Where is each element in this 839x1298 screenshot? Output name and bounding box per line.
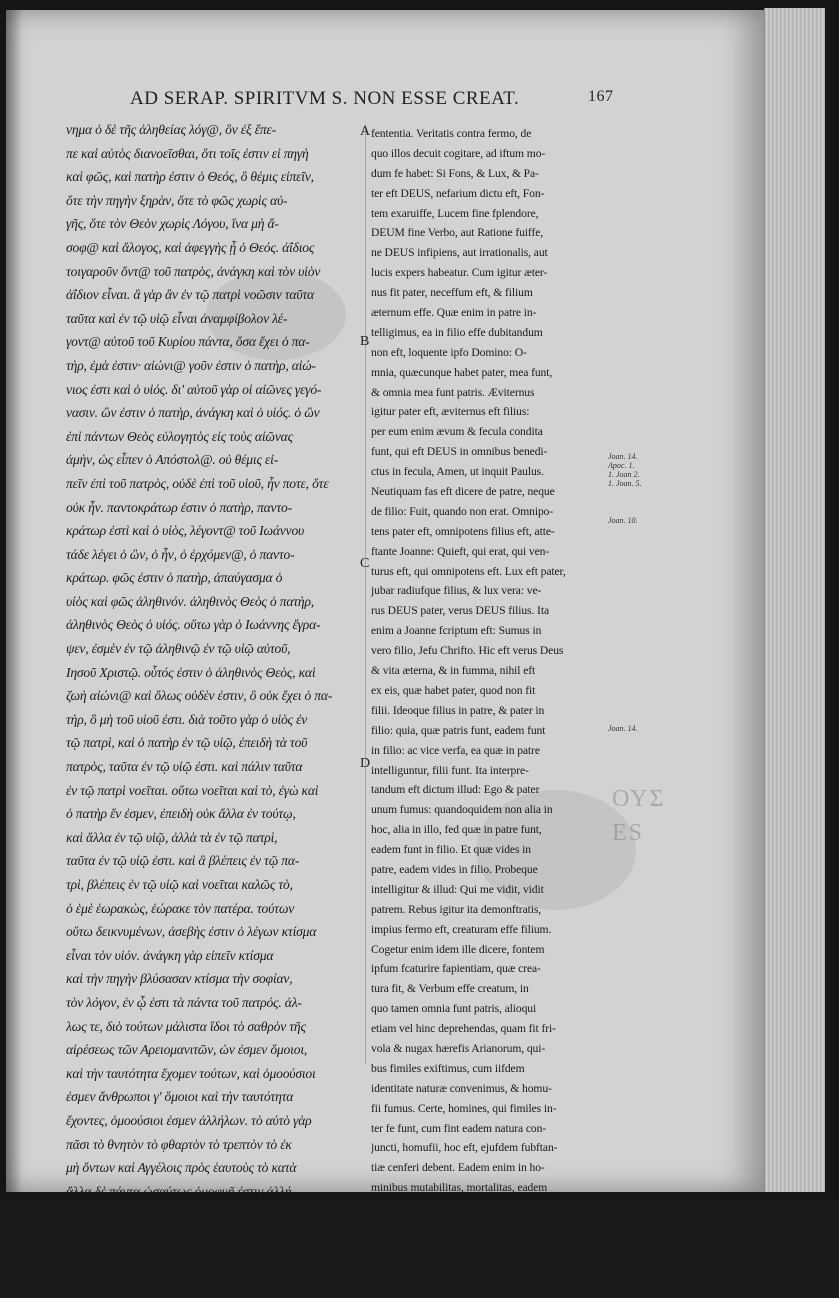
- latin-text-line: fii fumus. Certe, homines, qui fimiles in-: [371, 1101, 557, 1115]
- latin-text-line: filii. Ideoque filius in patre, & pater in: [371, 703, 545, 717]
- latin-text-line: filio: quia, quæ patris funt, eadem funt: [371, 723, 546, 737]
- latin-text-line: ex eis, quæ habet pater, quod non fit: [371, 683, 536, 697]
- greek-text-line: ταῦτα ἐν τῷ υἱῷ ἐστι. καὶ ἃ βλέπεις ἐν τῷ πα-: [66, 853, 300, 869]
- greek-text-line: καὶ ἄλλα ἐν τῷ υἱῷ, ἀλλὰ τὰ ἐν τῷ πατρὶ,: [66, 829, 278, 845]
- page-header: [110, 88, 630, 118]
- greek-text-line: τῷ πατρὶ, καὶ ὁ πατὴρ ἐν τῷ υἱῷ, ἐπειδὴ τὰ τοῦ: [66, 735, 308, 751]
- greek-text-line: λως τε, διὸ τούτων μάλιστα ἴδοι τὸ σαθρὸν τῆς: [66, 1018, 306, 1034]
- latin-text-line: vero filio, Jefu Chrifto. Hic eft verus Deus: [371, 644, 564, 658]
- greek-text-line: τάδε λέγει ὁ ὢν, ὁ ἦν, ὁ ἐρχόμεν@, ὁ παντο-: [66, 546, 295, 562]
- greek-text-line: καὶ φῶς, καὶ πατὴρ ἐστιν ὁ Θεός, ὃ θέμις εἰπεῖν,: [66, 169, 314, 185]
- latin-text-line: etiam vel hinc deprehendas, quam fit fri-: [371, 1022, 556, 1036]
- page-edges: [764, 8, 825, 1192]
- latin-text-line: tiæ cenferi debent. Eadem enim in ho-: [371, 1161, 545, 1175]
- latin-text-line: hoc, alia in illo, fed quæ in patre funt,: [371, 823, 542, 837]
- latin-text-line: bus fimiles exiftimus, cum iifdem: [371, 1061, 525, 1075]
- greek-text-line: ἀληθινὸς Θεὸς ὁ υἱός. οὕτω γὰρ ὁ Ιωάννης ἔγρα-: [66, 617, 321, 633]
- latin-text-line: tandum eft dictum illud: Ego & pater: [371, 783, 540, 797]
- latin-text-line: intelliguntur, filii funt. Ita interpre-: [371, 763, 529, 777]
- latin-text-line: DEUM fine Verbo, aut Ratione fuiffe,: [371, 226, 544, 240]
- latin-text-column: [371, 124, 607, 1298]
- greek-text-line: ἐν τῷ πατρὶ νοεῖται. οὕτω νοεῖται καὶ τὸ, ἐγὼ καὶ: [66, 782, 319, 798]
- latin-text-line: impius fermo eft, creaturam effe filium.: [371, 922, 552, 936]
- latin-text-line: unum fumus: quandoquidem non alia in: [371, 803, 553, 817]
- latin-text-line: Quapropter, fi interrogent curiofi ifti, an: [371, 1260, 553, 1274]
- greek-text-column: [66, 118, 362, 1251]
- latin-text-line: Cogetur enim idem ille dicere, fontem: [371, 942, 545, 956]
- greek-text-line: τὸν λόγον, ἐν ᾧ ἐστι τὰ πάντα τοῦ πατρός. ἀλ-: [66, 994, 302, 1010]
- latin-text-line: enim a Joanne fcriptum eft: Sumus in: [371, 624, 542, 638]
- latin-text-line: identitate naturæ convenimus, & homu-: [371, 1081, 552, 1095]
- greek-text-line: ἐπὶ πάντων Θεὸς εὐλογητὸς εἰς τοὺς αἰῶνας: [66, 428, 293, 444]
- latin-text-line: jubar radiufque filius, & lux vera: ve-: [371, 584, 542, 598]
- greek-text-line: τὴρ, ὃ μὴ τοῦ υἱοῦ ἐστι. διὰ τοῦτο γὰρ ὁ υἱὸς ἐν: [66, 711, 308, 727]
- running-title: AD SERAP. SPIRITVM S. NON ESSE CREAT.: [130, 88, 520, 109]
- greek-text-line: τρὶ, βλέπεις ἐν τῷ υἱῷ καὶ νοεῖται καλῶς τὸ,: [66, 877, 293, 892]
- latin-text-line: non eft, loquente ipfo Domino: O-: [371, 345, 527, 359]
- margin-note-joan-14: Joan. 14.: [608, 724, 638, 733]
- greek-text-line: πεῖν ἐπὶ τοῦ πατρὸς, οὐδὲ ἐπὶ τοῦ υἱοῦ, ἦν ποτε, ὅτε: [66, 475, 329, 491]
- latin-text-line: dum fe habet: Si Fons, & Lux, & Pa-: [371, 166, 539, 180]
- latin-text-line: ctus in fecula, Amen, ut inquit Paulus.: [371, 465, 544, 479]
- latin-text-line: rus DEUS pater, verus DEUS filius. Ita: [371, 604, 549, 618]
- greek-text-line: σοφ@ καὶ ἄλογος, καὶ ἀφεγγὴς ᾖ ὁ Θεός. ἀΐδιος: [66, 239, 315, 255]
- latin-text-line: æternum effe. Quæ enim in patre in-: [371, 306, 537, 320]
- latin-text-line: patre, eadem vides in filio. Probeque: [371, 862, 538, 876]
- margin-note-joan-10: Joan. 10.: [608, 516, 638, 525]
- page-gutter-shadow: [6, 10, 22, 1192]
- greek-text-line: ὅτε τὴν πηγὴν ξηρὰν, ὅτε τὸ φῶς χωρὶς αὐ-: [66, 192, 288, 208]
- latin-text-line: & omnia mea funt patris. Æviternus: [371, 385, 535, 399]
- latin-text-line: tens pater eft, omnipotens filius eft, atte-: [371, 524, 555, 538]
- greek-text-line: νασιν. ὢν ἐστιν ὁ πατὴρ, ἀνάγκη καὶ ὁ υἱός. ὁ ὢν: [66, 405, 320, 421]
- greek-text-line: ἔχοντες, ὁμοούσιοι ἐσμεν ἀλλήλων. τὸ αὐτὸ γὰρ: [66, 1112, 312, 1128]
- section-letter-a: A: [360, 124, 371, 139]
- greek-text-line: πε καὶ αὐτὸς διανοεῖσθαι, ὅτι τοῖς ἐστιν εἰ πηγὴ: [66, 145, 309, 161]
- latin-text-line: telligimus, ea in filio effe dubitandum: [371, 325, 543, 339]
- show-through-line: ES: [612, 820, 645, 846]
- greek-text-line: ζωὴ αἰώνι@ καὶ ὅλως οὐδὲν ἐστιν, ὃ οὐκ ἔχει ὁ πα-: [66, 688, 333, 704]
- latin-text-line: patrem. Rebus igitur ita demonftratis,: [371, 902, 542, 916]
- latin-text-line: ipfum fcaturire fapientiam, quæ crea-: [371, 962, 541, 976]
- latin-text-line: quo illos decuit cogitare, ad iftum mo-: [371, 146, 546, 160]
- greek-text-line: πατρὸς, ταῦτα ἐν τῷ υἱῷ ἐστι. καὶ πάλιν ταῦτα: [66, 759, 303, 775]
- greek-text-line: πᾶσι τὸ θνητὸν τὸ φθαρτὸν τὸ τρεπτὸν τὸ ἐκ: [66, 1136, 292, 1152]
- latin-text-line: origo, qua ex nihilo prodierunt. Angeli: [371, 1201, 546, 1215]
- latin-text-line: Neutiquam fas eft dicere de patre, neque: [371, 485, 555, 499]
- greek-text-line: αἱρέσεως τῶν Αρειομανιτῶν, ὡν ἐσμεν ὅμοιοι,: [66, 1042, 308, 1058]
- latin-text-line: per eum enim ævum & fecula condita: [371, 425, 543, 439]
- latin-text-line: mnia, quæcunque habet pater, mea funt,: [371, 365, 553, 379]
- latin-text-line: igitur pater eft, æviternus eft filius:: [371, 405, 530, 419]
- latin-text-line: lucis expers habeatur. Cum igitur æter-: [371, 266, 548, 280]
- greek-text-line: ἀμὴν, ὡς εἶπεν ὁ Απόστολ@. οὐ θέμις εἰ-: [66, 452, 279, 468]
- greek-text-line: ἐστί τις ὁμοιότης πρὸς τὸν υἱὸν τοῖς κτίσμασιν: [66, 1230, 304, 1246]
- greek-text-line: εἶναι τὸν υἱόν. ἀνάγκη γὰρ εἰπεῖν κτίσμα: [66, 947, 274, 963]
- greek-text-line: γοντ@ αὐτοῦ τοῦ Κυρίου πάντα, ὅσα ἔχει ὁ πα-: [66, 334, 310, 350]
- latin-text-line: ftante Joanne: Quieft, qui erat, qui ven-: [371, 544, 550, 558]
- latin-text-line: intelligitur & illud: Qui me vidit, vidit: [371, 882, 544, 896]
- margin-note-joan-14-apoc: Joan. 14. Apoc. 1. 1. Joan 2. 1. Joan. 5.: [608, 452, 642, 488]
- latin-text-line: omnia cognata funt, & ejufdem naturæ.: [371, 1240, 550, 1254]
- latin-text-line: ter eft DEUS, nefarium dictu eft, Fon-: [371, 186, 545, 200]
- greek-text-line: ὁ ἑμὲ ἑωρακὼς, ἑώρακε τὸν πατέρα. τούτων: [66, 900, 295, 916]
- latin-text-line: funt, qui eft DEUS in omnibus benedi-: [371, 445, 548, 459]
- show-through-line: ΟΥΣ: [612, 786, 666, 812]
- show-through-text: [612, 782, 665, 850]
- latin-text-line: fit filio aliqua fimilitudo cum rebus crea-: [371, 1280, 557, 1294]
- latin-text-line: turus eft, qui omnipotens eft. Lux eft pater,: [371, 564, 566, 578]
- latin-text-line: quoque inter fe generis ratione, & cætera: [371, 1220, 557, 1234]
- greek-text-line: ἄλλα δὲ πάντα ὡσαύτως ὁμοφυῆ ἐστιν ἀλλή-: [66, 1183, 296, 1199]
- greek-text-line: καὶ τὴν ταυτότητα ἔχομεν τούτων, καὶ ὁμοούσιοι: [66, 1065, 316, 1081]
- latin-text-line: tura fit, & Verbum effe creatum, in: [371, 982, 529, 996]
- greek-text-line: κράτωρ. φῶς ἐστιν ὁ πατὴρ, ἀπαύγασμα ὁ: [66, 570, 283, 586]
- section-letter-b: B: [360, 334, 370, 349]
- latin-text-line: vola & nugax hærefis Arianorum, qui-: [371, 1041, 546, 1055]
- latin-text-line: ne DEUS infipiens, aut irrationalis, aut: [371, 246, 548, 260]
- latin-text-line: nus fit pater, neceffum eft, & filium: [371, 286, 533, 300]
- latin-text-line: eadem funt in filio. Et quæ vides in: [371, 843, 531, 857]
- greek-text-line: κράτωρ ἐστὶ καὶ ὁ υἱὸς, λέγοντ@ τοῦ Ιωάννου: [66, 523, 305, 539]
- latin-text-line: quo tamen omnia funt patris, alioqui: [371, 1002, 537, 1016]
- greek-text-line: τὴρ, ἐμὰ ἐστιν· αἰώνι@ γοῦν ἐστιν ὁ πατὴρ, αἰώ-: [66, 357, 316, 373]
- latin-text-line: fententia. Veritatis contra fermo, de: [371, 127, 532, 140]
- greek-text-line: Ιησοῦ Χριστῷ. οὗτός ἐστιν ὁ ἀληθινὸς Θεὸς, καὶ: [66, 664, 316, 680]
- page-number: 167: [588, 88, 614, 105]
- section-letter-c: C: [360, 556, 370, 571]
- greek-text-line: ταῦτα καὶ ἐν τῷ υἱῷ εἶναι ἀναμφίβολον λέ-: [66, 310, 288, 326]
- column-divider: [365, 124, 366, 1064]
- latin-text-line: tem exaruiffe, Lucem fine fplendore,: [371, 206, 539, 220]
- greek-text-line: νιος ἐστι καὶ ὁ υἱός. δι' αὐτοῦ γὰρ οἱ αἰῶνες γεγό-: [66, 381, 322, 397]
- greek-text-line: ἀΐδιον εἶναι. ἃ γὰρ ἂν ἐν τῷ πατρὶ νοῶσιν ταῦτα: [66, 287, 314, 303]
- greek-text-line: μὴ ὄντων καὶ Αγγέλοις πρὸς ἑαυτοὺς τὸ κατὰ: [66, 1160, 297, 1176]
- section-letter-d: D: [360, 756, 371, 771]
- greek-text-line: νημα ὁ δὲ τῆς ἀληθείας λόγ@, ὃν ἐξ ἔπε-: [66, 122, 276, 137]
- greek-text-line: οὐκ ἦν. παντοκράτωρ ἐστιν ὁ πατὴρ, παντο-: [66, 499, 292, 515]
- greek-text-line: ἐσμεν ἄνθρωποι γ' ὅμοιοι καὶ τὴν ταυτότητα: [66, 1089, 294, 1105]
- latin-text-line: juncti, homufii, hoc eft, ejufdem fubftan-: [371, 1141, 558, 1155]
- latin-text-line: & vita æterna, & in fumma, nihil eft: [371, 664, 536, 678]
- latin-text-line: de filio: Fuit, quando non erat. Omnipo-: [371, 504, 554, 518]
- greek-text-line: οὕτω δεικνυμένων, ἀσεβὴς ἐστιν ὁ λέγων κτίσμα: [66, 924, 317, 940]
- greek-text-line: γῆς, ὅτε τὸν Θεὸν χωρὶς Λόγου, ἵνα μὴ ἄ-: [66, 216, 279, 232]
- latin-text-line: minibus mutabilitas, mortalitas, eadem: [371, 1181, 548, 1195]
- greek-text-line: τοιγαροῦν ὄντ@ τοῦ πατρὸς, ἀνάγκη καὶ τὸν υἱὸν: [66, 263, 321, 279]
- greek-text-line: καὶ τὴν πηγὴν βλύσασαν κτίσμα τὴν σοφίαν,: [66, 971, 293, 987]
- greek-text-line: λων. οὐκ οὖν ἐρωτάτωσαν οἱ ἀσεβεῖς, εἰ: [66, 1207, 274, 1223]
- latin-text-line: ter fe funt, cum fint eadem natura con-: [371, 1121, 547, 1135]
- latin-text-line: in filio: ac vice verfa, ea quæ in patre: [371, 743, 540, 757]
- greek-text-line: ψεν, ἐσμὲν ἐν τῷ ἀληθινῷ ἐν τῷ υἱῷ αὐτοῦ,: [66, 641, 291, 657]
- greek-text-line: ὁ πατὴρ ἕν ἐσμεν, ἐπειδὴ οὐκ ἄλλα ἐν τούτῳ,: [66, 806, 296, 822]
- greek-text-line: υἱὸς καὶ φῶς ἀληθινόν. ἀληθινὸς Θεὸς ὁ πατὴρ,: [66, 593, 315, 609]
